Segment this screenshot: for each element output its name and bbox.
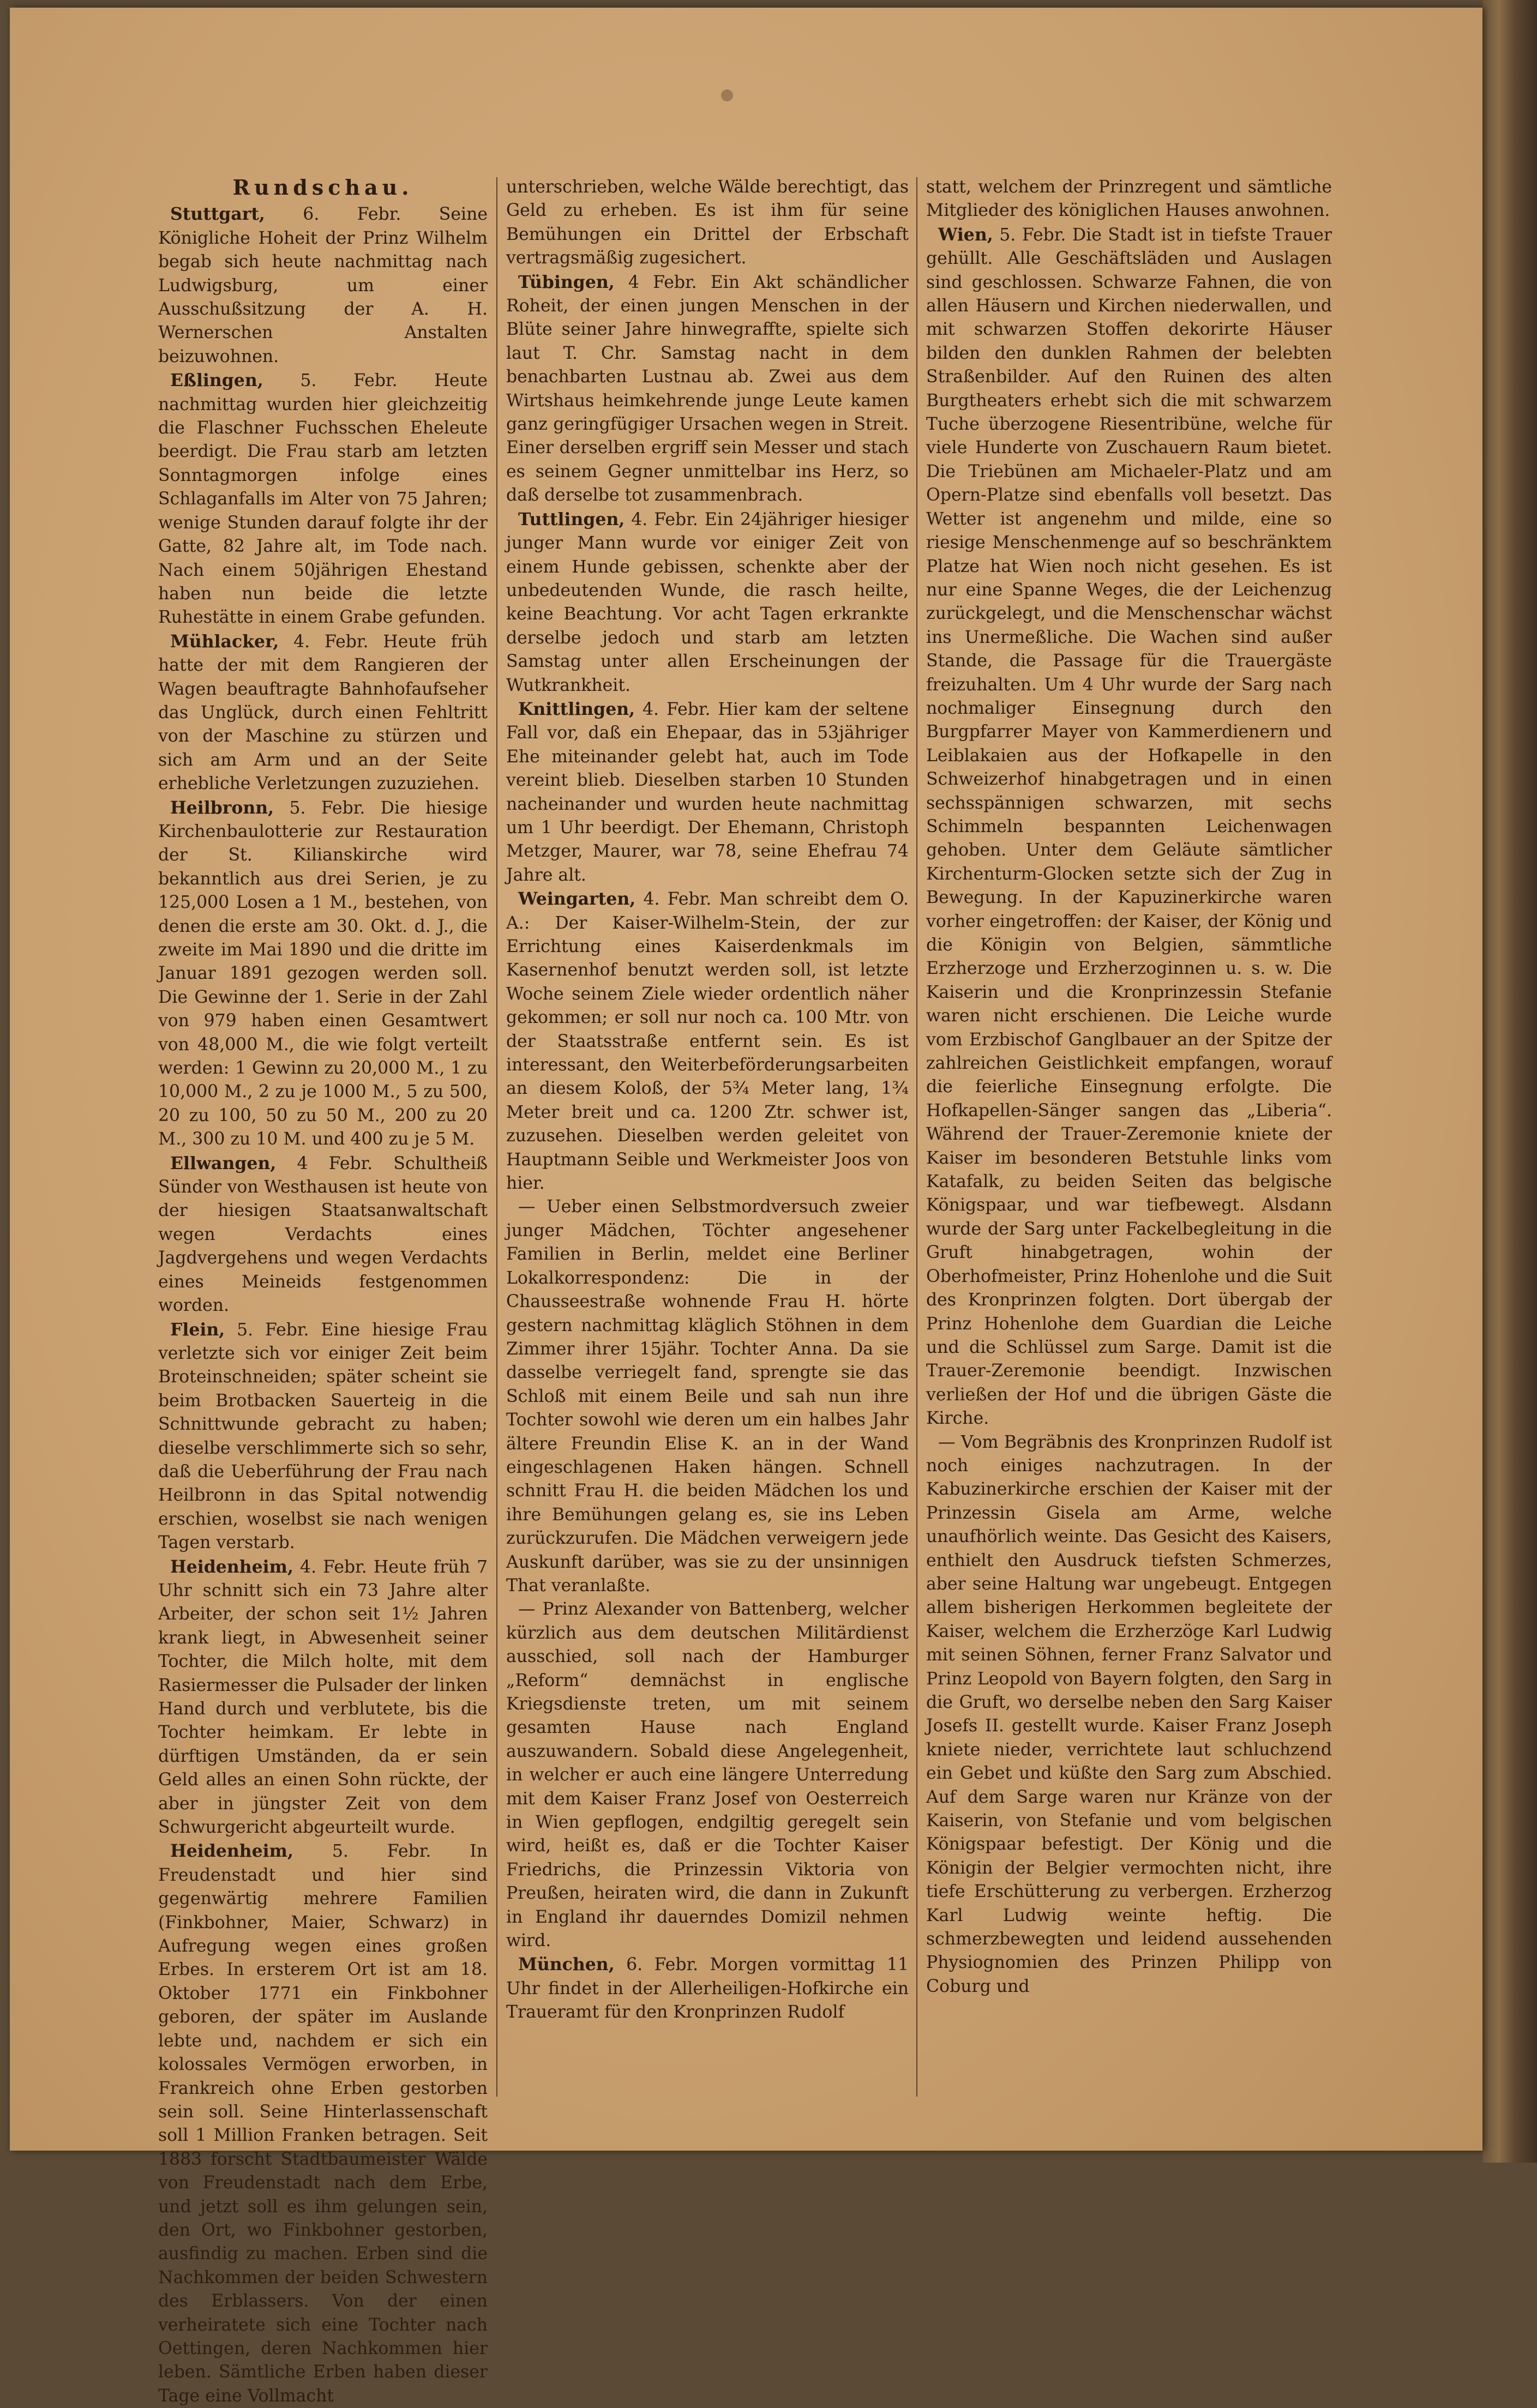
- news-text: 4 Febr. Ein Akt schändlicher Roheit, der einen jungen Menschen in der Blüte seiner Jahre hinwegraffte, spielte sich laut T. Chr. Samstag nacht in dem benachbarten Lustnau ab. Zwei aus dem Wirtshaus heimkehrende junge Leute kamen ganz geringfügiger Ursachen wegen in Streit. Einer derselben ergriff sein Messer und stach es seinem Gegner unmittelbar ins Herz, so daß derselbe tot zusammenbrach.: [506, 272, 909, 505]
- news-place: Eßlingen,: [170, 370, 263, 391]
- news-item: [158, 369, 488, 629]
- news-item: [158, 1318, 488, 1555]
- section-heading: Rundschau.: [232, 175, 413, 200]
- news-text: — Ueber einen Selbstmordversuch zweier junger Mädchen, Töchter angesehener Familien in Berlin, meldet eine Berliner Lokalkorrespondenz: Die in der Chausseestraße wohnende Frau H. hörte gestern nachmittag kläglich Stöhnen in dem Zimmer ihrer 15jähr. Tochter Anna. Da sie dasselbe verriegelt fand, sprengte sie das Schloß mit einem Beile und sah nun ihre Tochter sowohl wie deren um ein halbes Jahr ältere Freundin Elise K. an in der Wand eingeschlagenen Haken hängen. Schnell schnitt Frau H. die beiden Mädchen los und ihre Bemühungen gelang es, sie ins Leben zurückzurufen. Die Mädchen verweigern jede Auskunft darüber, was sie zu der unsinnigen That veranlaßte.: [506, 1197, 909, 1596]
- news-text: 5. Febr. Heute nachmittag wurden hier gleichzeitig die Flaschner Fuchsschen Eheleute beerdigt. Die Frau starb am letzten Sonntagmorgen infolge eines Schlaganfalls im Alter von 75 Jahren; wenige Stunden darauf folgte ihr der Gatte, 82 Jahre alt, im Tode nach. Nach einem 50jährigen Ehestand haben nun beide die letzte Ruhestätte in einem Grabe gefunden.: [158, 371, 488, 628]
- news-place: Ellwangen,: [170, 1153, 277, 1173]
- news-text: — Vom Begräbnis des Kronprinzen Rudolf ist noch einiges nachzutragen. In der Kabuzinerkirche erschien der Kaiser mit der Prinzessin Gisela am Arme, welche unaufhörlich weinte. Das Gesicht des Kaisers, enthielt den Ausdruck tiefsten Schmerzes, aber seine Haltung war ungebeugt. Entgegen allem bisherigen Herkommen begleitete der Kaiser, welchem die Erzherzöge Karl Ludwig mit seinen Söhnen, ferner Franz Salvator und Prinz Leopold von Bayern folgten, den Sarg in die Gruft, wo derselbe neben den Sarg Kaiser Josefs II. gestellt wurde. Kaiser Franz Joseph kniete nieder, verrichtete laut schluchzend ein Gebet und küßte den Sarg zum Abschied. Auf dem Sarge waren nur Kränze von der Kaiserin, von Stefanie und vom belgischen Königspaar befestigt. Der König und die Königin der Belgier vermochten nicht, ihre tiefe Erschütterung zu verbergen. Erzherzog Karl Ludwig weinte heftig. Die schmerzbewegten und leidend aussehenden Physiognomien des Prinzen Philipp von Coburg und: [926, 1432, 1332, 1996]
- news-item: [158, 1839, 488, 2408]
- news-text: 4 Febr. Schultheiß Sünder von Westhausen ist heute von der hiesigen Staatsanwaltschaft wegen Verdachts eines Jagdvergehens und wegen Verdachts eines Meineids festgenommen worden.: [158, 1153, 488, 1316]
- news-text: 4. Febr. Ein 24jähriger hiesiger junger Mann wurde vor einiger Zeit von einem Hunde gebissen, schenkte aber der unbedeutenden Wunde, die rasch heilte, keine Beachtung. Vor acht Tagen erkrankte derselbe jedoch und starb am letzten Samstag unter allen Erscheinungen der Wutkrankheit.: [506, 509, 909, 695]
- news-place: Heidenheim,: [170, 1556, 293, 1577]
- news-place: Wien,: [938, 224, 993, 245]
- news-place: Flein,: [170, 1319, 225, 1340]
- news-item: [506, 1195, 909, 1598]
- news-text: statt, welchem der Prinzregent und sämtliche Mitglieder des königlichen Hauses anwohnen.: [926, 177, 1332, 221]
- news-place: Tübingen,: [518, 272, 615, 292]
- column-rule: [916, 177, 917, 2097]
- news-text: — Prinz Alexander von Battenberg, welcher kürzlich aus dem deutschen Militärdienst ausschied, soll nach der Hamburger „Reform“ demnächst in englische Kriegsdienste treten, um mit seinem gesamten Hause nach England auszuwandern. Sobald diese Angelegenheit, in welcher er auch eine längere Unterredung mit dem Kaiser Franz Josef von Oesterreich in Wien gepflogen, endgiltig geregelt sein wird, heißt es, daß er die Tochter Kaiser Friedrichs, die Prinzessin Viktoria von Preußen, heiraten wird, die dann in Zukunft in England ihr dauerndes Domizil nehmen wird.: [506, 1599, 909, 1951]
- news-text: 4. Febr. Man schreibt dem O. A.: Der Kaiser-Wilhelm-Stein, der zur Errichtung eines Kaiserdenkmals im Kasernenhof benutzt werden soll, ist letzte Woche seinem Ziele wieder ordentlich näher gekommen; er soll nur noch ca. 100 Mtr. von der Staatsstraße entfernt sein. Es ist interessant, den Weiterbeförderungsarbeiten an diesem Koloß, der 5¾ Meter lang, 1¾ Meter breit und ca. 1200 Ztr. schwer ist, zuzusehen. Dieselben werden geleitet von Hauptmann Seible und Werkmeister Joos von hier.: [506, 889, 909, 1194]
- news-place: München,: [518, 1954, 615, 1975]
- news-text: unterschrieben, welche Wälde berechtigt, das Geld zu erheben. Es ist ihm für seine Bemühungen ein Drittel der Erbschaft vertragsmäßig zugesichert.: [506, 177, 909, 268]
- news-item: [158, 796, 488, 1152]
- news-item: [506, 887, 909, 1195]
- news-item: [926, 176, 1332, 223]
- news-text: 4. Febr. Hier kam der seltene Fall vor, daß ein Ehepaar, das in 53jähriger Ehe miteinander gelebt hat, auch im Tode vereint blieb. Dieselben starben 10 Stunden nacheinander und wurden heute nachmittag um 1 Uhr beerdigt. Der Ehemann, Christoph Metzger, Maurer, war 78, seine Ehefrau 74 Jahre alt.: [506, 699, 909, 885]
- news-place: Tuttlingen,: [518, 509, 625, 529]
- news-place: Weingarten,: [518, 889, 636, 910]
- news-item: [926, 223, 1332, 1431]
- news-item: [506, 508, 909, 697]
- news-text: 6. Febr. Morgen vormittag 11 Uhr findet in der Allerheiligen-Hofkirche ein Traueramt für den Kronprinzen Rudolf: [506, 1955, 909, 2022]
- news-text: 6. Febr. Seine Königliche Hoheit der Prinz Wilhelm begab sich heute nachmittag nach Ludwigsburg, um einer Ausschußsitzung der A. H. Wernerschen Anstalten beizuwohnen.: [158, 204, 488, 366]
- news-place: Knittlingen,: [518, 699, 635, 719]
- column-1: [158, 175, 488, 2406]
- news-item: [158, 630, 488, 796]
- news-text: 5. Febr. Eine hiesige Frau verletzte sich vor einiger Zeit beim Broteinschneiden; später scheint sie beim Brotbacken Sauerteig in die Schnittwunde gebracht zu haben; dieselbe verschlimmerte sich so sehr, daß die Ueberführung der Frau nach Heilbronn in das Spital notwendig erschien, woselbst sie nach wenigen Tagen verstarb.: [158, 1320, 488, 1553]
- news-item: [506, 270, 909, 508]
- news-item: [506, 176, 909, 270]
- column-rule: [496, 177, 497, 2097]
- news-item: [158, 202, 488, 369]
- book-spine: [1482, 0, 1537, 2163]
- news-text: 5. Febr. Die Stadt ist in tiefste Trauer gehüllt. Alle Geschäftsläden und Auslagen sind geschlossen. Schwarze Fahnen, die von allen Häusern und Kirchen niederwallen, und mit schwarzen Stoffen dekorirte Häuser bilden den dunklen Rahmen der belebten Straßenbilder. Auf den Ruinen des alten Burgtheaters erhebt sich die mit schwarzem Tuche überzogene Riesentribüne, welche für viele Hunderte von Zuschauern Raum bietet. Die Triebünen am Michaeler-Platz und am Opern-Platze sind ebenfalls voll besetzt. Das Wetter ist angenehm und milde, eine so riesige Menschenmenge auf so beschränktem Platze hat Wien noch nicht gesehen. Es ist nur eine Spanne Weges, die der Leichenzug zurückgelegt, und die Menschenschar wächst ins Unermeßliche. Die Wachen sind außer Stande, die Passage für die Trauergäste freizuhalten. Um 4 Uhr wurde der Sarg nach nochmaliger Einsegnung durch den Burgpfarrer Mayer von Kammerdienern und Leiblakaien aus der Hofkapelle in den Schweizerhof hinabgetragen und in einen sechsspännigen schwarzen, mit sechs Schimmeln bespannten Leichenwagen gehoben. Unter dem Geläute sämtlicher Kirchenturm-Glocken setzte sich der Zug in Bewegung. In der Kapuzinerkirche waren vorher eingetroffen: der Kaiser, der König und die Königin von Belgien, sämmtliche Erzherzoge und Erzherzoginnen u. s. w. Die Kaiserin und die Kronprinzessin Stefanie waren nicht erschienen. Die Leiche wurde vom Erzbischof Ganglbauer an der Spitze der zahlreichen Geistlichkeit empfangen, worauf die feierliche Einsegnung erfolgte. Die Hofkapellen-Sänger sangen das „Liberia“. Während der Trauer-Zeremonie kniete der Kaiser im besonderen Betstuhle links vom Katafalk, zu beiden Seiten das belgische Königspaar, und war tiefbewegt. Alsdann wurde der Sarg unter Fackelbegleitung in die Gruft hinabgetragen, wohin der Oberhofmeister, Prinz Hohenlohe und die Suit des Kronprinzen folgten. Dort übergab der Prinz Hohenlohe dem Guardian die Leiche und die Schlüssel zum Sarge. Damit ist die Trauer-Zeremonie beendigt. Inzwischen verließen der Hof und die übrigen Gäste die Kirche.: [926, 225, 1332, 1429]
- news-place: Heidenheim,: [170, 1841, 293, 1862]
- news-item: [506, 1953, 909, 2024]
- news-item: [158, 1555, 488, 1840]
- news-text: 5. Febr. Die hiesige Kirchenbaulotterie zur Restauration der St. Kilianskirche wird bekanntlich aus drei Serien, je zu 125,000 Losen a 1 M., bestehen, von denen die erste am 30. Okt. d. J., die zweite im Mai 1890 und die dritte im Januar 1891 gezogen werden soll. Die Gewinne der 1. Serie in der Zahl von 979 haben einen Gesamtwert von 48,000 M., die wie folgt verteilt werden: 1 Gewinn zu 20,000 M., 1 zu 10,000 M., 2 zu je 1000 M., 5 zu 500, 20 zu 100, 50 zu 50 M., 200 zu 20 M., 300 zu 10 M. und 400 zu je 5 M.: [158, 798, 488, 1149]
- column-2: [506, 176, 909, 2117]
- news-place: Mühlacker,: [170, 631, 279, 652]
- news-text: 4. Febr. Heute früh 7 Uhr schnitt sich ein 73 Jahre alter Arbeiter, der schon seit 1½ Jahren krank liegt, in Abwesenheit seiner Tochter, die Milch holte, mit dem Rasiermesser die Pulsader der linken Hand durch und verblutete, bis die Tochter heimkam. Er lebte in dürftigen Umständen, da er sein Geld alles an einen Sohn rückte, der aber in jüngster Zeit von dem Schwurgericht abgeurteilt wurde.: [158, 1557, 488, 1838]
- news-text: 4. Febr. Heute früh hatte der mit dem Rangieren der Wagen beauftragte Bahnhofaufseher das Unglück, durch einen Fehltritt von der Maschine zu stürzen und sich am Arm und an der Seite erhebliche Verletzungen zuzuziehen.: [158, 631, 488, 794]
- news-place: Stuttgart,: [170, 204, 265, 225]
- news-item: [926, 1431, 1332, 1999]
- column-3: [926, 176, 1332, 2117]
- news-place: Heilbronn,: [170, 797, 274, 818]
- news-item: [158, 1152, 488, 1318]
- binding-hole: [721, 89, 733, 101]
- news-item: [506, 1598, 909, 1953]
- news-text: 5. Febr. In Freudenstadt und hier sind gegenwärtig mehrere Familien (Finkbohner, Maier, Schwarz) in Aufregung wegen eines großen Erbes. In ersterem Ort ist am 18. Oktober 1771 ein Finkbohner geboren, der später im Auslande lebte und, nachdem er sich ein kolossales Vermögen erworben, in Frankreich ohne Erben gestorben sein soll. Seine Hinterlassenschaft soll 1 Million Franken betragen. Seit 1883 forscht Stadtbaumeister Wälde von Freudenstadt nach dem Erbe, und jetzt soll es ihm gelungen sein, den Ort, wo Finkbohner gestorben, ausfindig zu machen. Erben sind die Nachkommen der beiden Schwestern des Erblassers. Von der einen verheiratete sich eine Tochter nach Oettingen, deren Nachkommen hier leben. Sämtliche Erben haben dieser Tage eine Vollmacht: [158, 1841, 488, 2406]
- news-item: [506, 697, 909, 887]
